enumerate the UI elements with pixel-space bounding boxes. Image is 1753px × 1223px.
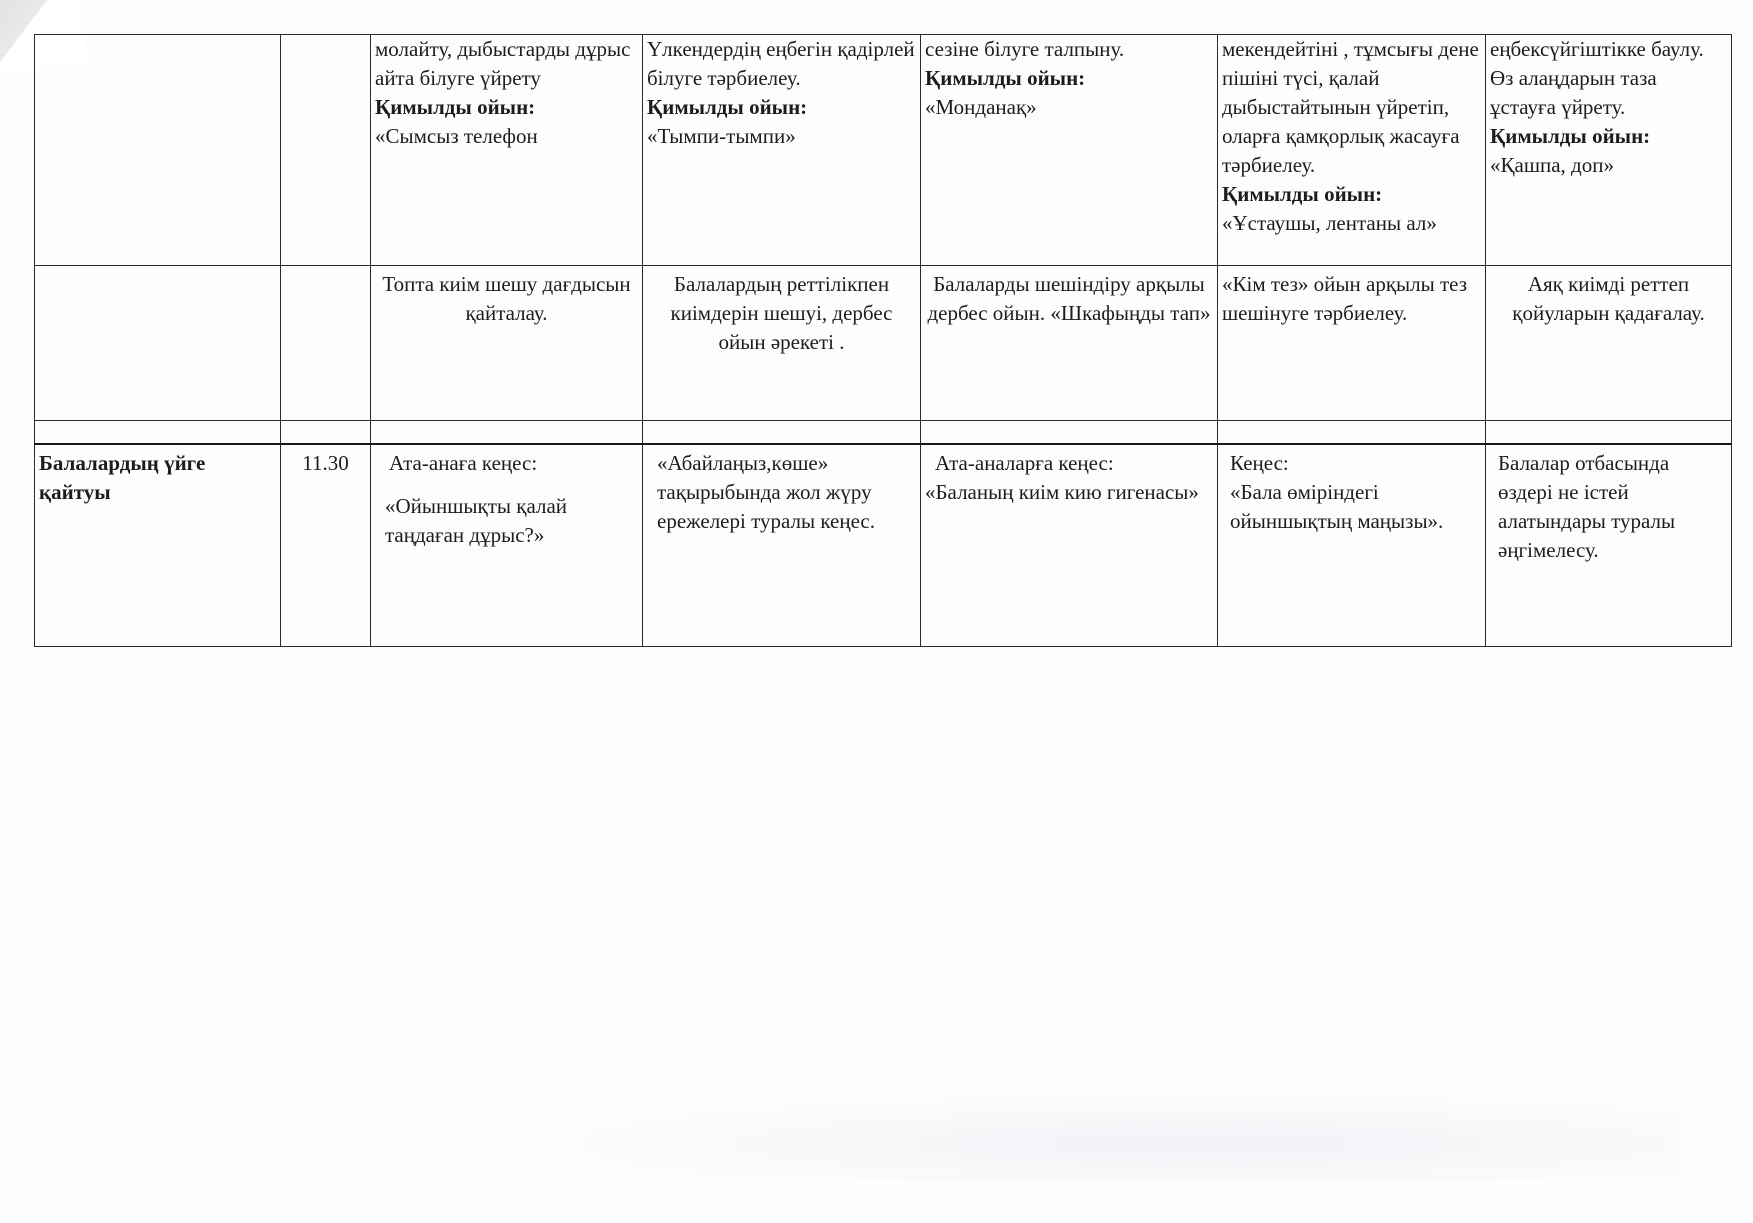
table-cell (35, 35, 281, 266)
table-cell (281, 444, 371, 647)
table-cell (35, 421, 281, 445)
table-cell (35, 444, 281, 647)
advice-text: «Баланың киім кию гигенасы» (925, 480, 1199, 504)
table-row (35, 266, 1732, 421)
table-cell (371, 266, 643, 421)
table-row (35, 444, 1732, 647)
cell-text: «Кім тез» ойын арқылы тез шешінуге тәрбиелеу. (1222, 272, 1468, 325)
advice-text: «Ойыншықты қалай таңдаған дұрыс?» (385, 494, 568, 547)
cell-text: Балалар отбасында өздері не істей алатындары туралы әңгімелесу. (1498, 451, 1676, 562)
table-cell (921, 266, 1218, 421)
table-cell (1218, 444, 1486, 647)
table-cell (643, 266, 921, 421)
game-name: «Тымпи-тымпи» (647, 124, 796, 148)
cell-text: Балалардың реттілікпен киімдерін шешуі, дербес ойын әрекеті . (670, 272, 893, 354)
game-label: Қимылды ойын: (1222, 182, 1383, 206)
table-cell (371, 421, 643, 445)
scan-smudge (480, 1090, 1680, 1180)
table-cell (921, 421, 1218, 445)
cell-text: сезіне білуге талпыну. (925, 37, 1125, 61)
table-cell (921, 444, 1218, 647)
cell-text: молайту, дыбыстарды дұрыс айта білуге үйрету (375, 37, 631, 90)
table-cell (1218, 35, 1486, 266)
game-name: «Ұстаушы, лентаны ал» (1222, 211, 1437, 235)
advice-title: Ата-аналарға кеңес: (935, 451, 1114, 475)
cell-text: Балаларды шешіндіру арқылы дербес ойын. «Шкафыңды тап» (927, 272, 1211, 325)
table-cell (1486, 444, 1732, 647)
table-cell (643, 444, 921, 647)
cell-text: «Абайлаңыз,көше» тақырыбында жол жүру ережелері туралы кеңес. (657, 451, 875, 533)
table-cell (35, 266, 281, 421)
table-cell (921, 35, 1218, 266)
cell-text: Үлкендердің еңбегін қадірлей білуге тәрбиелеу. (647, 37, 915, 90)
daily-schedule-table (34, 34, 1732, 647)
table-cell (281, 266, 371, 421)
schedule-time: 11.30 (302, 451, 349, 475)
advice-text: «Бала өміріндегі ойыншықтың маңызы». (1230, 480, 1444, 533)
game-name: «Монданақ» (925, 95, 1037, 119)
table-cell (1218, 421, 1486, 445)
table-cell (371, 35, 643, 266)
game-label: Қимылды ойын: (925, 66, 1086, 90)
game-label: Қимылды ойын: (647, 95, 808, 119)
table-cell (371, 444, 643, 647)
table-cell (1486, 421, 1732, 445)
cell-text: Топта киім шешу дағдысын қайталау. (382, 272, 631, 325)
game-name: «Сымсыз телефон (375, 124, 538, 148)
table-cell (1486, 266, 1732, 421)
table-cell (281, 35, 371, 266)
table-cell (643, 421, 921, 445)
advice-title: Кеңес: (1230, 451, 1289, 475)
cell-text: Аяқ киімді реттеп қойуларын қадағалау. (1512, 272, 1705, 325)
table-cell (643, 35, 921, 266)
table-cell (1486, 35, 1732, 266)
schedule-section-title: Балалардың үйге қайтуы (39, 451, 206, 504)
game-label: Қимылды ойын: (375, 95, 536, 119)
cell-text: еңбексүйгіштікке баулу. Өз алаңдарын таза ұстауға үйрету. (1490, 37, 1704, 119)
game-name: «Қашпа, доп» (1490, 153, 1614, 177)
table-row (35, 35, 1732, 266)
table-cell (281, 421, 371, 445)
table-cell (1218, 266, 1486, 421)
game-label: Қимылды ойын: (1490, 124, 1651, 148)
cell-text: мекендейтіні , тұмсығы дене пішіні түсі, қалай дыбыстайтынын үйретіп, оларға қамқорлық жасауға тәрбиелеу. (1222, 37, 1479, 177)
table-row (35, 421, 1732, 445)
advice-title: Ата-анаға кеңес: (389, 451, 538, 475)
